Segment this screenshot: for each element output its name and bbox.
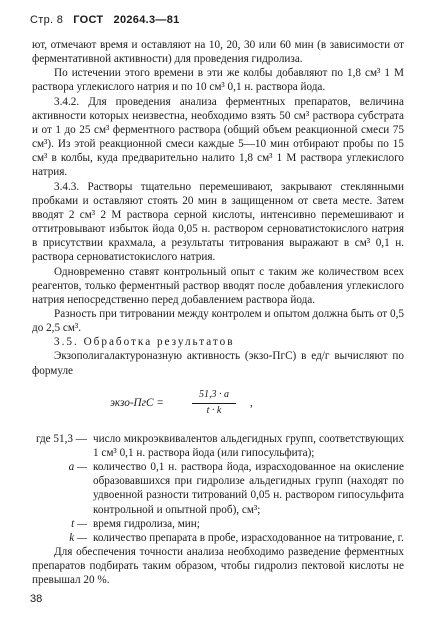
definition-text: количество 0,1 н. раствора йода, израсходованное на окисление образовавшихся при гидролизе альдегидных групп (находят по удвоенной разности титрований 0,05 н. раствором гипосульфита контрольной и опытной проб), см³;: [93, 461, 404, 516]
definition-text: количество препарата в пробе, израсходованное на титрование, г.: [93, 531, 404, 544]
formula-denominator: t · k: [206, 404, 222, 416]
paragraph-closing: Для обеспечения точности анализа необходимо разведение ферментных препаратов подбирать таким образом, чтобы гидролиз пектовой кислоты не превышал 20 %.: [32, 546, 404, 587]
section-heading-3-5: 3.5. Обработка результатов: [54, 336, 235, 349]
definition-symbol: a —: [68, 461, 87, 474]
definitions-list: [32, 432, 404, 545]
definition-symbol: t —: [71, 517, 87, 530]
document-body: [32, 38, 404, 587]
page-header: [30, 14, 180, 26]
standard-number: 20264.3—81: [113, 14, 180, 26]
definition-item: [32, 531, 404, 545]
formula-fraction: [192, 388, 236, 418]
paragraph-3-4-2: 3.4.2. Для проведения анализа ферментных препаратов, величина активности которых неизвестна, необходимо взять 50 см³ раствора субстрата и от 1 до 25 см³ ферментного раствора (общий объем реакционной смеси 75 см³). Из этой реакционной смеси каждые 5—10 мин отбирают пробы по 15 см³ в колбы, куда предварительно налито 1,8 см³ 1 М раствора углекислого натрия.: [32, 95, 404, 179]
paragraph-difference: Разность при титровании между контролем и опытом должна быть от 0,5 до 2,5 см³.: [32, 307, 404, 335]
definition-item: [32, 460, 404, 517]
activity-formula: [32, 388, 404, 418]
definition-item: [32, 517, 404, 531]
formula-trail: ,: [250, 396, 253, 409]
paragraph-3-4-3: 3.4.3. Растворы тщательно перемешивают, закрывают стеклянными пробками и оставляют стоять 20 мин в защищенном от света месте. Затем вводят 2 см³ 2 М раствора серной кислоты, интенсивно перемешивают и оттитровывают избыток йода 0,05 н. раствором серноватистокислого натрия в присутствии крахмала, а результаты титрования выражают в см³ 0,1 н. раствора серноватистокислого натрия.: [32, 180, 404, 264]
paragraph-continuation: ют, отмечают время и оставляют на 10, 20, 30 или 60 мин (в зависимости от ферментативной активности) для проведения гидролиза.: [32, 39, 404, 66]
page-label: Стр. 8: [30, 14, 64, 26]
page-number: 38: [30, 593, 43, 605]
definition-text: число микроэквивалентов альдегидных групп, соответствующих 1 см³ 0,1 н. раствора йода (или гипосульфита);: [93, 432, 404, 459]
standard-label: ГОСТ: [73, 14, 104, 26]
paragraph-control: Одновременно ставят контрольный опыт с таким же количеством всех реагентов, только ферментный раствор вводят после добавления углекислого натрия непосредственно перед добавлением раствора йода.: [32, 265, 404, 306]
formula-lhs: экзо-ПгС =: [110, 396, 164, 409]
paragraph-reagents: По истечении этого времени в эти же колбы добавляют по 1,8 см³ 1 М раствора углекислого натрия и по 10 см³ 0,1 н. раствора йода.: [32, 67, 404, 94]
definition-symbol: где 51,3 —: [35, 432, 87, 445]
paragraph-formula-intro: Экзополигалактуроназную активность (экзо-ПгС) в ед/г вычисляют по формуле: [32, 350, 404, 377]
definition-item: [32, 432, 404, 460]
formula-numerator: 51,3 · a: [192, 388, 236, 404]
definition-text: время гидролиза, мин;: [93, 517, 200, 530]
definition-symbol: k —: [69, 531, 87, 544]
